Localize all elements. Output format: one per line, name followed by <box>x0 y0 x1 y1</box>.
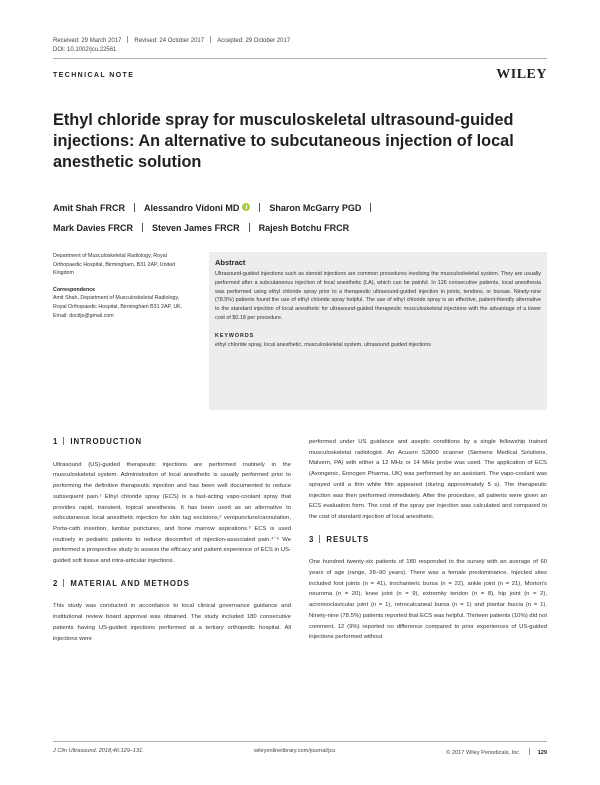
affiliation-block <box>53 252 193 320</box>
section-number: 3 <box>309 534 315 544</box>
correspondence-heading: Correspondence <box>53 286 96 293</box>
affiliation-text: Department of Musculoskeletal Radiology, Royal Orthopaedic Hospital, Birmingham, B31 2AP, United Kingdom <box>53 253 176 277</box>
section-number: 2 <box>53 578 59 588</box>
doi[interactable]: DOI: 10.1002/jcu.22561 <box>53 47 117 53</box>
footer-right <box>446 748 547 756</box>
section-number: 1 <box>53 437 59 446</box>
separator <box>63 579 64 587</box>
footer-citation: J Clin Ultrasound. 2018;46:129–131. <box>53 748 144 754</box>
accepted-date: Accepted: 29 October 2017 <box>217 38 291 44</box>
author[interactable]: Sharon McGarry PGD <box>269 203 362 213</box>
body-column-left <box>53 437 291 656</box>
orcid-icon[interactable] <box>242 203 250 211</box>
separator <box>370 203 371 212</box>
article-title: Ethyl chloride spray for musculoskeletal ultrasound-guided injections: An alternative to subcutaneous injection of local anesthetic solution <box>53 111 514 171</box>
correspondence-email[interactable]: Email: doctijs@gmail.com <box>53 312 114 319</box>
author[interactable]: Amit Shah FRCR <box>53 203 125 213</box>
section-label: TECHNICAL NOTE <box>53 72 135 79</box>
section-heading-methods <box>53 579 291 590</box>
abstract-text: Ultrasound-guided injections such as steroid injections are common procedures involving the musculoskeletal system. They are usually performed after a subcutaneous injection of local anesthetic (LA), which can be painful. In 126 consecutive patients, local anesthesia was performed using ethyl chloride spray prior to a therapeutic ultrasound-guided injection in joints, tendons, or bursae. Ninety-nine (78.5%) patients found the use of ethyl chloride spray helpful. The use of ethyl chloride spray is an effective, patient-friendly alternative to the standard injection of local anesthetic for ultrasound-guided therapeutic musculoskeletal injections with the advantage of a lower cost of $0.18 per procedure. <box>215 271 541 321</box>
paragraph: performed under US guidance and aseptic conditions by a single fellowship trained musculoskeletal radiologist. An Acuson S3000 scanner (Siemens Medical Solutions, Malvern, PA) with either a 12 MHz or 14 MHz probe was used. The application of ECS (Axongenic, Ennogen Pharma, UK) was performed by an assistant. The vapo-coolant was sprayed until a thin white film appeared (during approximately 5 s). The therapeutic injection was then performed immediately. After the procedure, all patients were given an ECS evaluation form. The cost of the spray per injection was calculated and compared to the cost of standard injection of local anesthetic. <box>309 439 547 520</box>
revised-date: Revised: 24 October 2017 <box>134 38 205 44</box>
section-heading-introduction <box>53 437 291 448</box>
separator <box>63 437 64 445</box>
body-column-right <box>309 437 547 655</box>
abstract-heading: Abstract <box>215 258 246 267</box>
author[interactable]: Mark Davies FRCR <box>53 223 134 233</box>
section-title: INTRODUCTION <box>70 437 143 446</box>
separator <box>142 223 143 232</box>
abstract-box <box>209 252 547 410</box>
page-number: 129 <box>537 750 547 756</box>
paragraph: This study was conducted in accordance to local clinical governance guidance and institutional review board approval was obtained. The study included 180 consecutive patients having US-guided injections performed at a tertiary orthopedic hospital. All injections were <box>53 603 291 642</box>
keywords-heading: KEYWORDS <box>215 332 255 339</box>
author-list <box>53 198 533 238</box>
correspondence-text: Amit Shah, Department of Musculoskeletal Radiology, Royal Orthopaedic Hospital, Birmingham B31 2AP, UK. <box>53 295 183 310</box>
header-divider <box>53 58 547 59</box>
received-date: Received: 29 March 2017 <box>53 38 122 44</box>
publisher-logo: WILEY <box>496 67 547 82</box>
author[interactable]: Steven James FRCR <box>152 223 240 233</box>
article-history <box>53 36 290 44</box>
section-title: RESULTS <box>326 534 370 544</box>
paragraph: Ultrasound (US)-guided therapeutic injections are performed routinely in the musculoskeletal system. Administration of local anesthetic is usually performed prior to performing the definitive therapeutic injection and has been well documented to reduce subsequent pain.¹ Ethyl chloride spray (ECS) is a fast-acting vapo-coolant spray that provides rapid, transient, topical anesthesia. It has been used as an alternative to subcutaneous local anesthetic injection for skin tag excisions,² venipuncture/cannulation, Porta-cath insertion, lumbar punctures, and bone marrow aspirations.³ ECS is used routinely in pediatric patients to reduce discomfort of injection-associated pain.⁴⁻⁶ We performed a prospective study to assess the efficacy and patient experience of ECS in US-guided soft tissue and intra-articular injections. <box>53 461 291 565</box>
author[interactable]: Rajesh Botchu FRCR <box>258 223 350 233</box>
separator <box>127 36 128 43</box>
separator <box>259 203 260 212</box>
author[interactable]: Alessandro Vidoni MD <box>144 203 240 213</box>
separator <box>529 748 530 755</box>
keywords: ethyl chloride spray, local anesthetic, musculoskeletal system, ultrasound guided injections <box>215 341 431 348</box>
footer-divider <box>53 741 547 742</box>
section-title: MATERIAL AND METHODS <box>70 578 190 588</box>
separator <box>210 36 211 43</box>
separator <box>134 203 135 212</box>
footer-url[interactable]: wileyonlinelibrary.com/journal/jcu <box>254 748 336 754</box>
separator <box>249 223 250 232</box>
footer-copyright: © 2017 Wiley Periodicals, Inc. <box>446 750 521 756</box>
paragraph: One hundred twenty-six patients of 180 responded to the survey with an average of 60 years of age (range, 28–90 years). There was a female predominance. Injected sites included foot joints (n = 41), trochanteric bursa (n = 22), ankle joint (n = 21), Morton's neuroma (n = 20), knee joint (n = 9), extremity tendon (n = 8), hip joint (n = 2), acromioclavicular joint (n = 1), retrocalcaneal bursa (n = 1) and plantar fascia (n = 1). Ninety-nine (78.5%) patients reported that ECS was helpful. Thirteen patients (10%) did not comment, 12 (9%) reported no difference compared to prior experiences of US-guided injections performed without <box>309 559 547 641</box>
separator <box>319 535 320 543</box>
section-heading-results <box>309 535 547 546</box>
